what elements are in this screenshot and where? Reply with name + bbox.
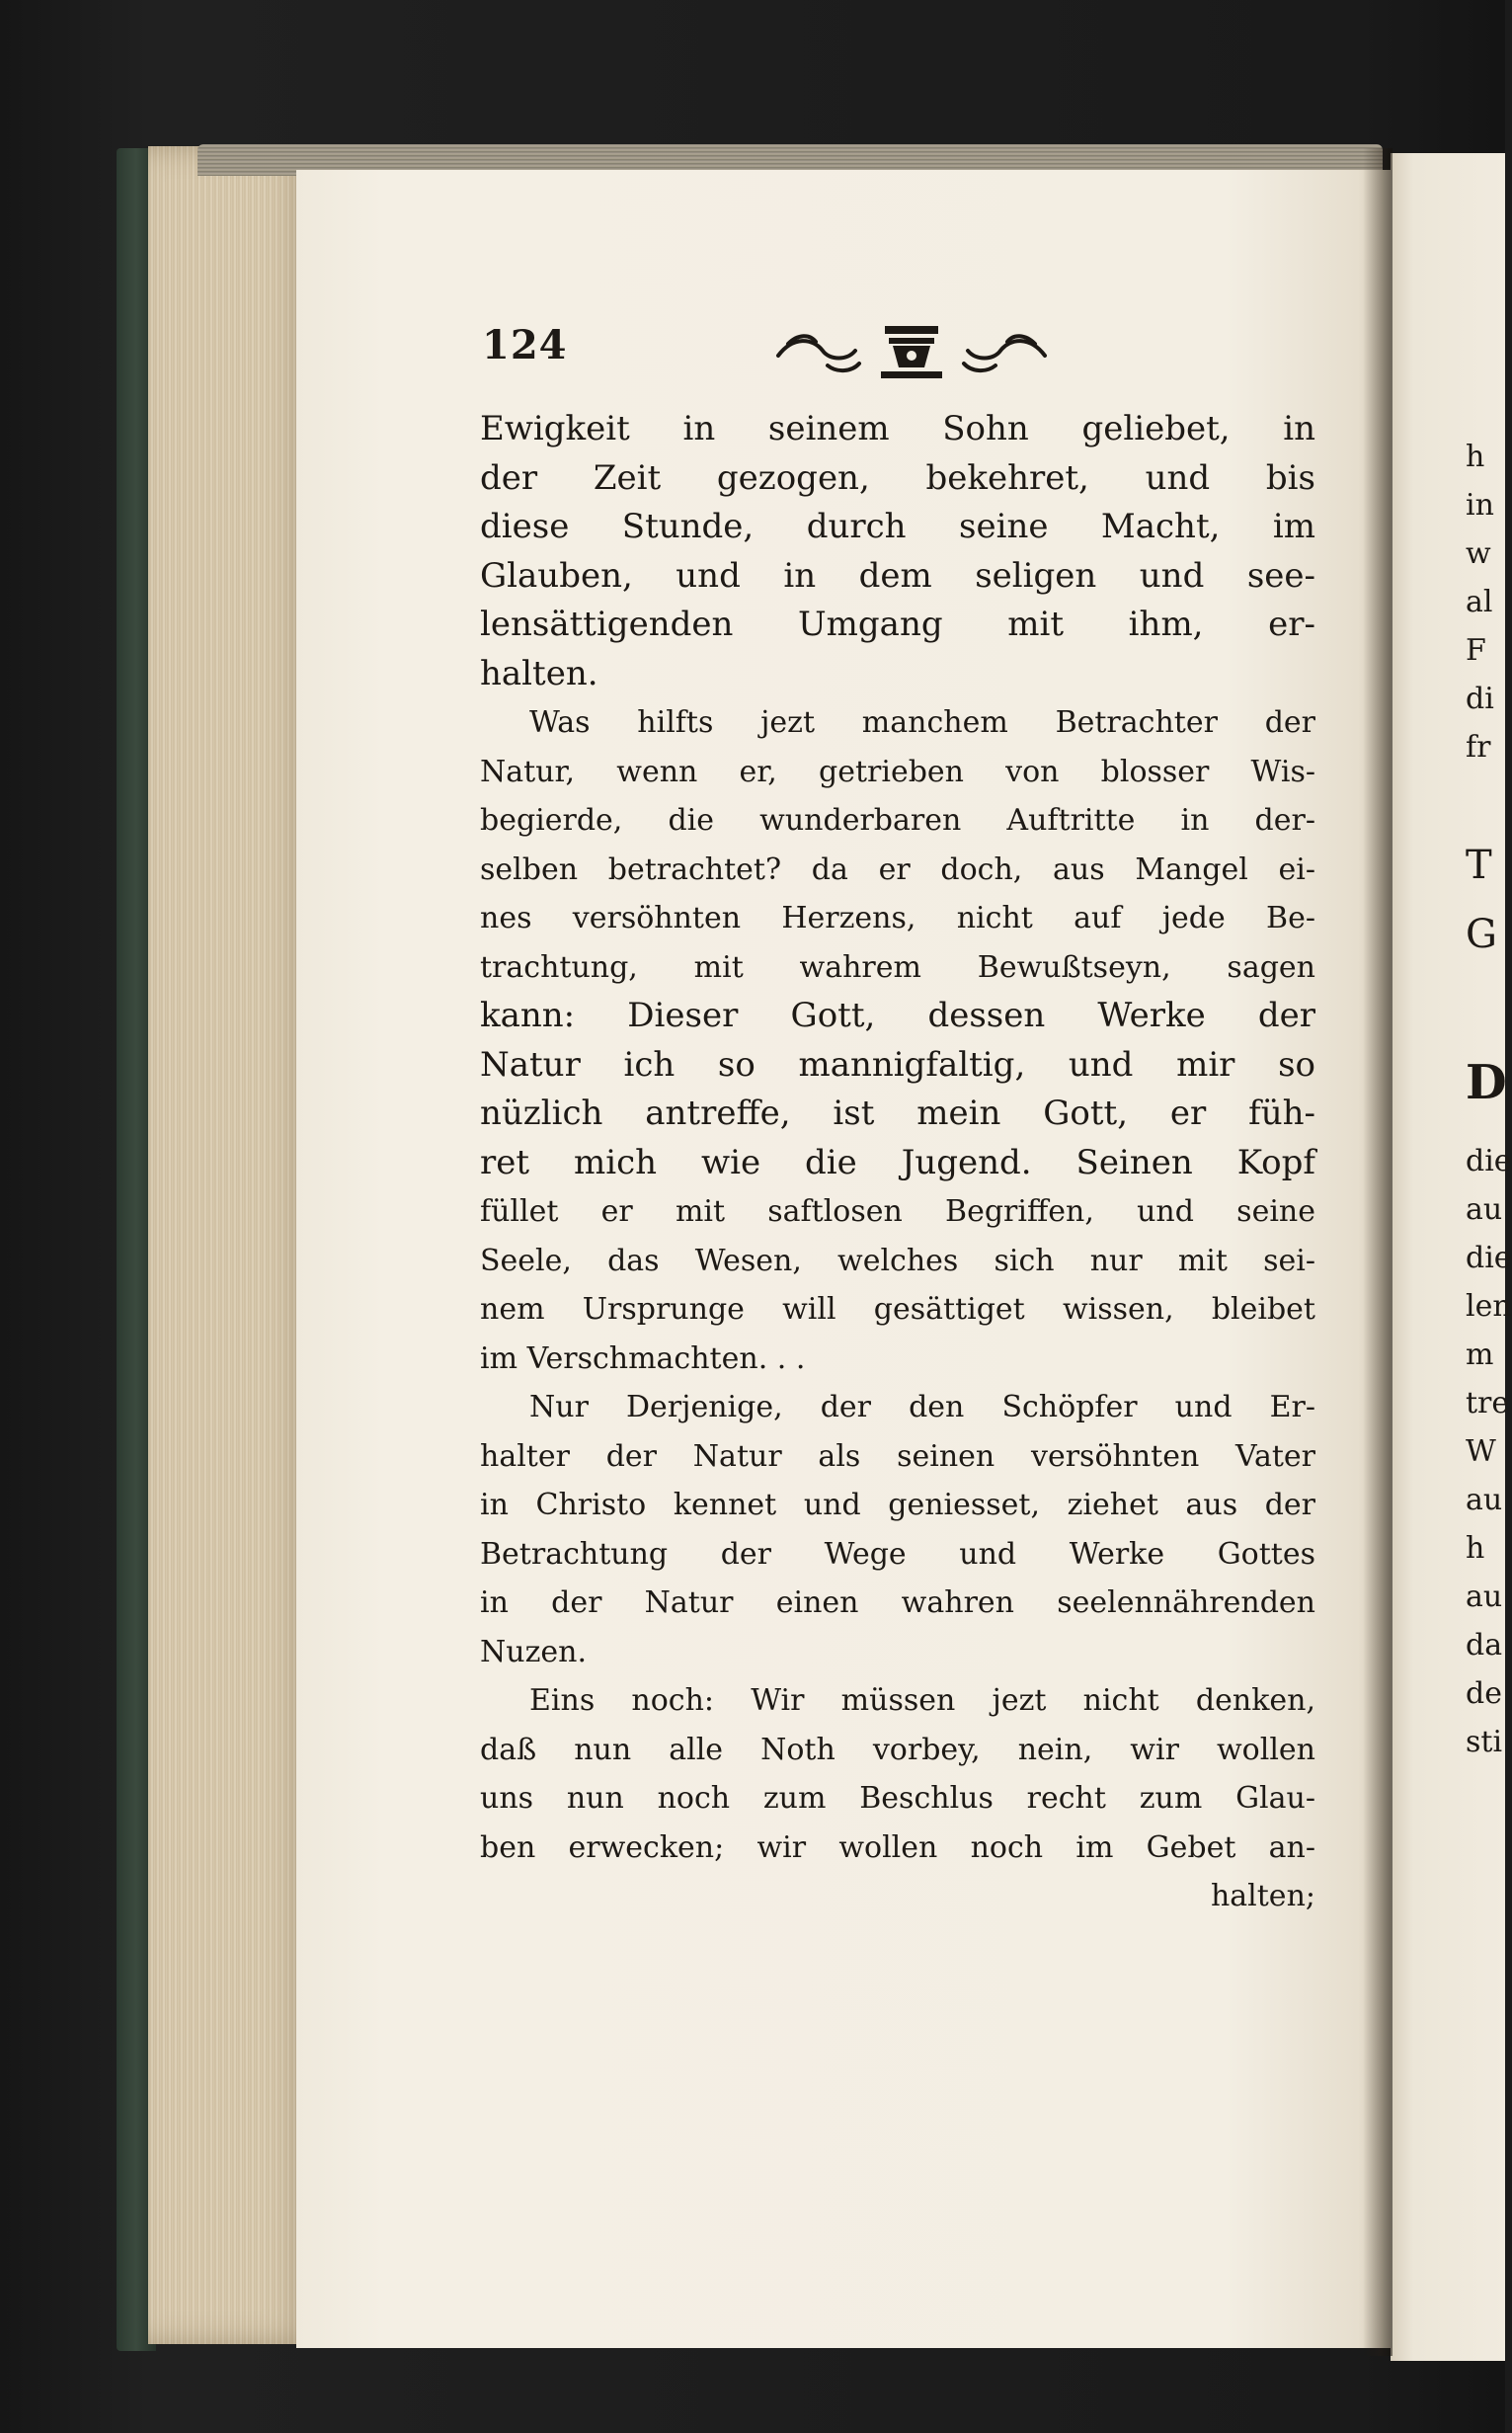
facing-fragment: m — [1466, 1338, 1494, 1372]
text-line: in Christo kennet und geniesset, ziehet aus der — [480, 1488, 1315, 1522]
facing-fragment: w — [1466, 536, 1491, 571]
facing-fragment: D — [1466, 1055, 1507, 1110]
facing-fragment: fr — [1466, 730, 1491, 765]
text-line: der Zeit gezogen, bekehret, und bis — [480, 457, 1315, 498]
text-line: Glauben, und in dem seligen und see- — [480, 555, 1315, 596]
text-line: Ewigkeit in seinem Sohn geliebet, in — [480, 409, 1315, 448]
facing-fragment: tre — [1466, 1386, 1510, 1420]
gutter-shadow — [1363, 148, 1393, 2356]
page-header — [482, 316, 1312, 385]
text-line: trachtung, mit wahrem Bewußtseyn, sagen — [480, 949, 1315, 985]
text-line: Natur, wenn er, getrieben von blosser Wis- — [480, 754, 1315, 789]
text-line: Seele, das Wesen, welches sich nur mit sei- — [480, 1243, 1315, 1278]
facing-fragment: die — [1466, 1144, 1512, 1178]
text-line: halter der Natur als seinen versöhnten Vater — [480, 1438, 1315, 1474]
text-line: nem Ursprunge will gesättiget wissen, bleibet — [480, 1292, 1315, 1327]
facing-fragment: sti — [1466, 1725, 1503, 1759]
text-line: begierde, die wunderbaren Auftritte in der- — [480, 803, 1315, 838]
page-edges-left — [148, 146, 316, 2344]
text-line: lensättigenden Umgang mit ihm, er- — [480, 605, 1315, 644]
facing-fragment: W — [1466, 1434, 1496, 1469]
text-line: füllet er mit saftlosen Begriffen, und seine — [480, 1194, 1315, 1229]
page-number: 124 — [482, 322, 568, 368]
facing-fragment: au — [1466, 1483, 1503, 1517]
facing-gap — [1466, 771, 1505, 831]
facing-page-text — [1466, 433, 1512, 1766]
facing-fragment: G — [1466, 912, 1497, 957]
text-line: kann: Dieser Gott, dessen Werke der — [480, 996, 1315, 1035]
facing-fragment: in — [1466, 488, 1494, 523]
text-line: Nur Derjenige, der den Schöpfer und Er- — [529, 1390, 1315, 1424]
text-line: selben betrachtet? da er doch, aus Mangel ei- — [480, 852, 1315, 887]
facing-fragment: au — [1466, 1192, 1503, 1227]
text-line: Betrachtung der Wege und Werke Gottes — [480, 1536, 1315, 1572]
text-line: ben erwecken; wir wollen noch im Gebet an- — [480, 1829, 1315, 1865]
facing-fragment: T — [1466, 843, 1492, 888]
facing-fragment: au — [1466, 1580, 1503, 1614]
text-line: Eins noch: Wir müssen jezt nicht denken, — [529, 1683, 1315, 1718]
ornament-icon — [768, 316, 1055, 385]
catchword: halten; — [1210, 1879, 1315, 1913]
text-line: in der Natur einen wahren seelennährenden — [480, 1585, 1315, 1620]
facing-fragment: de — [1466, 1676, 1502, 1711]
facing-fragment: die — [1466, 1241, 1512, 1275]
facing-gap — [1466, 969, 1505, 1028]
text-line: im Verschmachten. . . — [480, 1340, 806, 1376]
facing-fragment: h — [1466, 440, 1485, 474]
text-line: Was hilfts jezt manchem Betrachter der — [529, 705, 1315, 740]
text-line: ret mich wie die Jugend. Seinen Kopf — [480, 1142, 1315, 1182]
facing-fragment: di — [1466, 682, 1494, 716]
text-line: uns nun noch zum Beschlus recht zum Glau- — [480, 1781, 1315, 1816]
facing-fragment: F — [1466, 633, 1486, 668]
facing-fragment: len — [1466, 1289, 1512, 1324]
text-line: nüzlich antreffe, ist mein Gott, er füh- — [480, 1094, 1315, 1133]
facing-fragment: al — [1466, 585, 1493, 619]
text-line: Natur ich so mannigfaltig, und mir so — [480, 1044, 1315, 1085]
text-line: Nuzen. — [480, 1634, 587, 1669]
text-line: daß nun alle Noth vorbey, nein, wir wollen — [480, 1732, 1315, 1767]
facing-fragment: h — [1466, 1531, 1485, 1566]
text-line: nes versöhnten Herzens, nicht auf jede Be- — [480, 901, 1315, 935]
text-line: diese Stunde, durch seine Macht, im — [480, 507, 1315, 546]
body-text — [480, 405, 1315, 1921]
facing-fragment: da — [1466, 1628, 1503, 1663]
text-line: halten. — [480, 653, 598, 693]
